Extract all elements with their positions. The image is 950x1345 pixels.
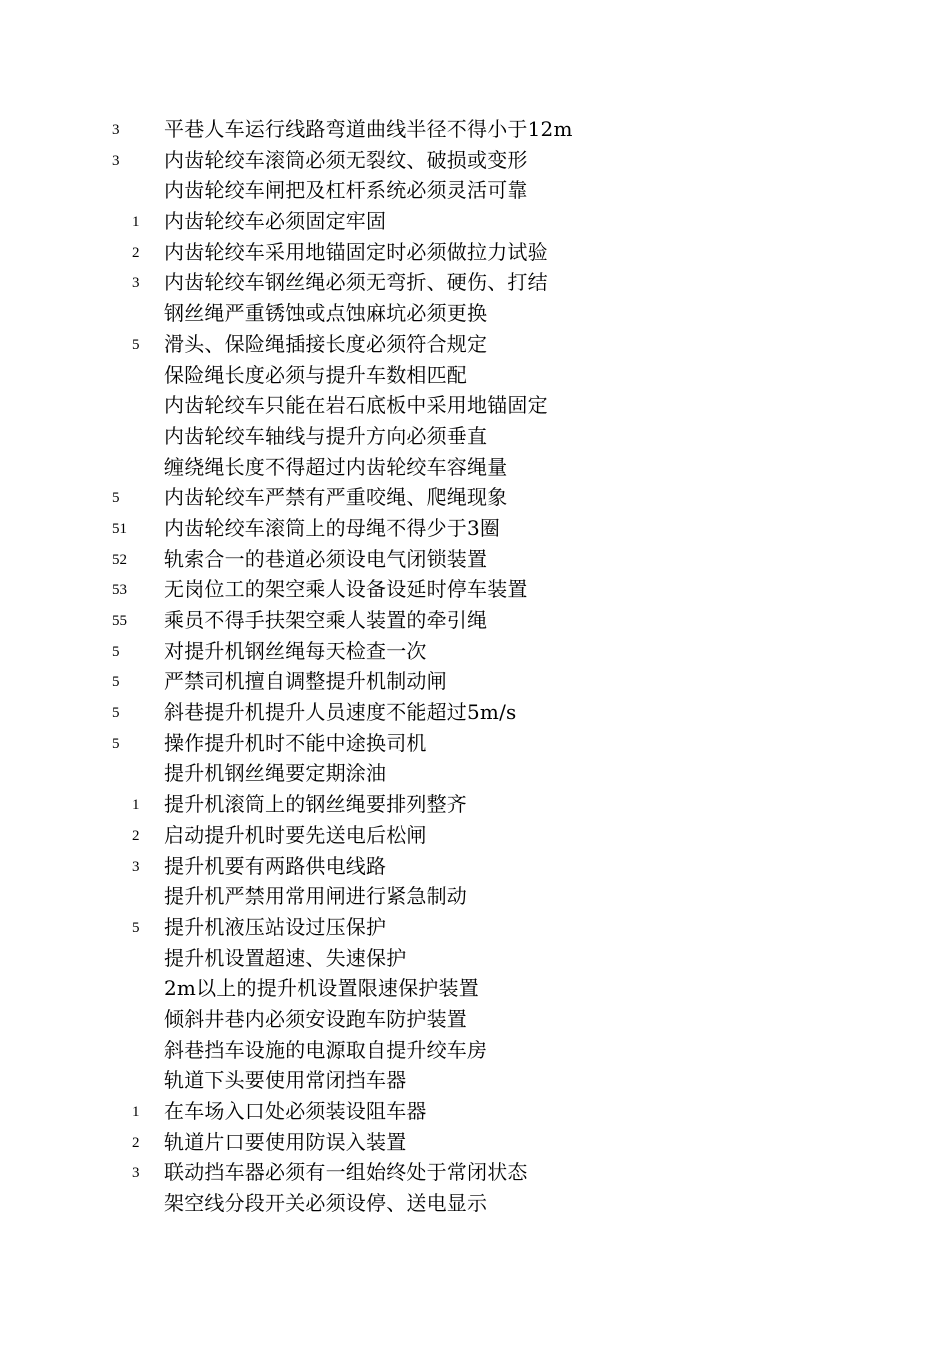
list-item	[0, 912, 950, 943]
item-text: 内齿轮绞车只能在岩石底板中采用地锚固定	[164, 393, 548, 418]
list-item	[0, 820, 950, 851]
item-number: 5	[112, 735, 120, 752]
item-number: 5	[132, 336, 140, 353]
list-item	[0, 237, 950, 268]
list-item	[0, 973, 950, 1004]
item-number: 55	[112, 613, 127, 629]
item-number: 5	[112, 705, 120, 722]
item-text: 提升机设置超速、失速保护	[164, 945, 407, 970]
list-item	[0, 1004, 950, 1035]
item-text: 滑头、保险绳插接长度必须符合规定	[164, 331, 488, 356]
list-item	[0, 544, 950, 575]
list-item	[0, 1035, 950, 1066]
list-item	[0, 482, 950, 513]
item-text: 平巷人车运行线路弯道曲线半径不得小于12m	[164, 117, 573, 141]
item-number: 51	[112, 520, 127, 537]
item-number: 1	[132, 797, 140, 814]
item-number: 3	[132, 858, 140, 875]
list-item	[0, 513, 950, 544]
item-text: 保险绳长度必须与提升车数相匹配	[164, 362, 467, 387]
item-text: 斜巷提升机提升人员速度不能超过5m/s	[164, 700, 517, 725]
list-item	[0, 1096, 950, 1127]
item-text: 无岗位工的架空乘人设备设延时停车装置	[164, 577, 528, 602]
item-text: 提升机钢丝绳要定期涂油	[164, 761, 387, 786]
item-number: 5	[112, 643, 120, 660]
item-text: 启动提升机时要先送电后松闸	[164, 822, 427, 847]
list-item	[0, 421, 950, 452]
list-item	[0, 605, 950, 636]
item-text: 斜巷挡车设施的电源取自提升绞车房	[164, 1037, 488, 1062]
list-item	[0, 881, 950, 912]
item-text: 倾斜井巷内必须安设跑车防护装置	[164, 1006, 467, 1031]
item-text: 联动挡车器必须有一组始终处于常闭状态	[164, 1160, 528, 1185]
list-item	[0, 666, 950, 697]
item-number: 3	[132, 1165, 140, 1182]
list-item	[0, 758, 950, 789]
item-text: 内齿轮绞车采用地锚固定时必须做拉力试验	[164, 239, 548, 264]
list-item	[0, 452, 950, 483]
item-text: 提升机滚筒上的钢丝绳要排列整齐	[164, 792, 467, 817]
item-text: 提升机液压站设过压保护	[164, 914, 387, 939]
item-text: 对提升机钢丝绳每天检查一次	[164, 638, 427, 663]
item-number: 5	[112, 674, 120, 691]
item-text: 内齿轮绞车滚筒上的母绳不得少于3圈	[164, 515, 501, 540]
item-text: 内齿轮绞车严禁有严重咬绳、爬绳现象	[164, 485, 508, 510]
list-item	[0, 789, 950, 820]
list-item	[0, 390, 950, 421]
item-number: 3	[112, 122, 120, 138]
list-item	[0, 636, 950, 667]
list-item	[0, 206, 950, 237]
item-text: 内齿轮绞车轴线与提升方向必须垂直	[164, 423, 488, 448]
item-number: 2	[132, 1134, 140, 1151]
item-text: 架空线分段开关必须设停、送电显示	[164, 1191, 488, 1216]
item-text: 操作提升机时不能中途换司机	[164, 730, 427, 755]
item-number: 1	[132, 214, 140, 231]
rule-list	[0, 114, 950, 1219]
list-item	[0, 1157, 950, 1188]
item-number: 5	[112, 490, 120, 507]
item-text: 轨道片口要使用防误入装置	[164, 1129, 407, 1154]
item-text: 2m以上的提升机设置限速保护装置	[164, 976, 479, 1001]
item-number: 5	[132, 919, 140, 936]
item-text: 内齿轮绞车闸把及杠杆系统必须灵活可靠	[164, 178, 528, 203]
list-item	[0, 329, 950, 360]
item-text: 乘员不得手扶架空乘人装置的牵引绳	[164, 608, 488, 632]
item-text: 内齿轮绞车钢丝绳必须无弯折、硬伤、打结	[164, 270, 548, 295]
list-item	[0, 728, 950, 759]
item-text: 提升机要有两路供电线路	[164, 853, 387, 878]
item-text: 轨道下头要使用常闭挡车器	[164, 1068, 407, 1093]
item-text: 严禁司机擅自调整提升机制动闸	[164, 669, 447, 694]
list-item	[0, 574, 950, 605]
item-number: 53	[112, 582, 127, 599]
list-item	[0, 298, 950, 329]
item-number: 3	[132, 275, 140, 292]
list-item	[0, 1127, 950, 1158]
item-number: 3	[112, 152, 120, 169]
item-text: 提升机严禁用常用闸进行紧急制动	[164, 884, 467, 909]
item-text: 缠绕绳长度不得超过内齿轮绞车容绳量	[164, 454, 508, 479]
item-number: 2	[132, 827, 140, 844]
item-number: 1	[132, 1104, 140, 1120]
list-item	[0, 943, 950, 974]
list-item	[0, 267, 950, 298]
item-text: 钢丝绳严重锈蚀或点蚀麻坑必须更换	[164, 301, 488, 326]
list-item	[0, 1188, 950, 1219]
item-number: 2	[132, 244, 140, 261]
item-number: 52	[112, 551, 127, 568]
item-text: 轨索合一的巷道必须设电气闭锁装置	[164, 546, 488, 571]
list-item	[0, 114, 950, 145]
list-item	[0, 1065, 950, 1096]
list-item	[0, 851, 950, 882]
list-item	[0, 697, 950, 728]
list-item	[0, 175, 950, 206]
item-text: 内齿轮绞车滚筒必须无裂纹、破损或变形	[164, 147, 528, 172]
item-text: 内齿轮绞车必须固定牢固	[164, 209, 387, 234]
list-item	[0, 360, 950, 391]
item-text: 在车场入口处必须装设阻车器	[164, 1099, 427, 1123]
list-item	[0, 145, 950, 176]
